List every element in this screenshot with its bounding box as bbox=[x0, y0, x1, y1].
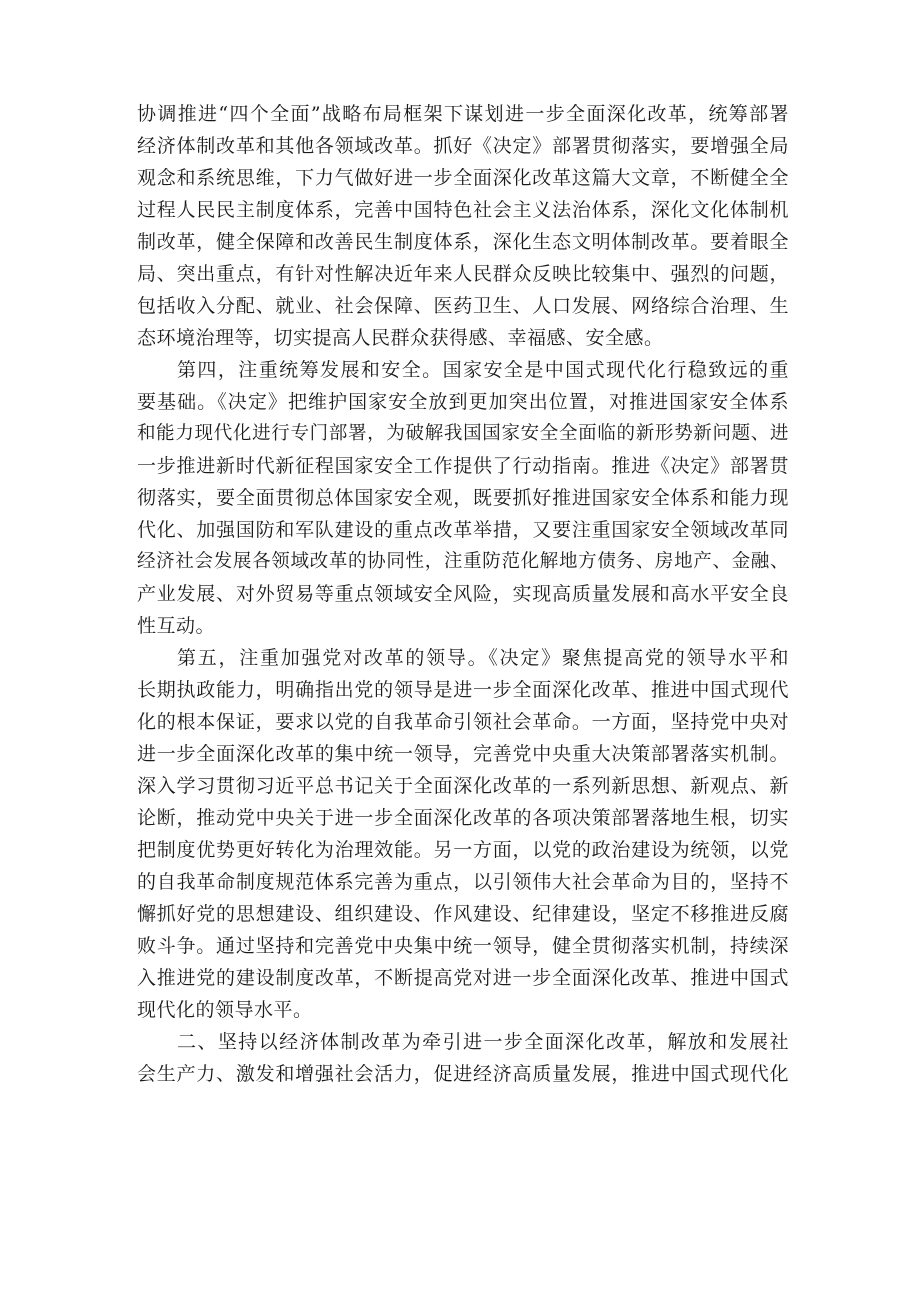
text-line: 第四，注重统筹发展和安全。国家安全是中国式现代化行稳致远的重 bbox=[177, 359, 789, 381]
text-line: 败斗争。通过坚持和完善党中央集中统一领导，健全贯彻落实机制，持续深 bbox=[137, 935, 789, 957]
paragraph-2 bbox=[137, 354, 789, 642]
text-line: 要基础。《决定》把维护国家安全放到更加突出位置，对推进国家安全体系 bbox=[137, 391, 789, 413]
text-line: 观念和系统思维，下力气做好进一步全面深化改革这篇大文章，不断健全全 bbox=[137, 167, 789, 189]
text-line: 把制度优势更好转化为治理效能。另一方面，以党的政治建设为统领，以党 bbox=[137, 839, 789, 861]
document-body bbox=[137, 98, 789, 1090]
paragraph-1 bbox=[137, 98, 789, 354]
text-line: 制改革，健全保障和改善民生制度体系，深化生态文明体制改革。要着眼全 bbox=[137, 231, 789, 253]
text-line: 经济社会发展各领域改革的协同性，注重防范化解地方债务、房地产、金融、 bbox=[137, 551, 789, 572]
text-line: 经济体制改革和其他各领域改革。抓好《决定》部署贯彻落实，要增强全局 bbox=[137, 135, 789, 157]
paragraph-4 bbox=[137, 1026, 789, 1090]
text-line: 深入学习贯彻习近平总书记关于全面深化改革的一系列新思想、新观点、新 bbox=[137, 775, 789, 797]
text-line: 过程人民民主制度体系，完善中国特色社会主义法治体系，深化文化体制机 bbox=[137, 199, 789, 221]
text-line: 局、突出重点，有针对性解决近年来人民群众反映比较集中、强烈的问题， bbox=[137, 263, 789, 285]
text-line: 入推进党的建设制度改革，不断提高党对进一步全面深化改革、推进中国式 bbox=[137, 967, 789, 989]
text-line: 懈抓好党的思想建设、组织建设、作风建设、纪律建设，坚定不移推进反腐 bbox=[137, 903, 789, 925]
text-line: 论断，推动党中央关于进一步全面深化改革的各项决策部署落地生根，切实 bbox=[137, 807, 789, 829]
text-line: 彻落实，要全面贯彻总体国家安全观，既要抓好推进国家安全体系和能力现 bbox=[137, 487, 789, 509]
text-line: 的自我革命制度规范体系完善为重点，以引领伟大社会革命为目的，坚持不 bbox=[137, 871, 789, 893]
text-line: 态环境治理等，切实提高人民群众获得感、幸福感、安全感。 bbox=[137, 327, 664, 349]
text-line: 二、坚持以经济体制改革为牵引进一步全面深化改革，解放和发展社 bbox=[177, 1031, 789, 1053]
text-line: 会生产力、激发和增强社会活力，促进经济高质量发展，推进中国式现代化 bbox=[137, 1063, 789, 1085]
text-line: 和能力现代化进行专门部署，为破解我国国家安全全面临的新形势新问题、进 bbox=[137, 423, 789, 444]
text-line: 现代化的领导水平。 bbox=[137, 999, 313, 1021]
text-line: 包括收入分配、就业、社会保障、医药卫生、人口发展、网络综合治理、生 bbox=[137, 295, 789, 317]
text-line: 代化、加强国防和军队建设的重点改革举措，又要注重国家安全领域改革同 bbox=[137, 519, 789, 541]
text-line: 长期执政能力，明确指出党的领导是进一步全面深化改革、推进中国式现代 bbox=[137, 679, 789, 701]
paragraph-3 bbox=[137, 642, 789, 1026]
text-line: 进一步全面深化改革的集中统一领导，完善党中央重大决策部署落实机制。 bbox=[137, 743, 789, 765]
text-line: 化的根本保证，要求以党的自我革命引领社会革命。一方面，坚持党中央对 bbox=[137, 711, 789, 733]
text-line: 协调推进“四个全面”战略布局框架下谋划进一步全面深化改革，统筹部署 bbox=[137, 103, 789, 125]
text-line: 性互动。 bbox=[137, 615, 216, 637]
text-line: 一步推进新时代新征程国家安全工作提供了行动指南。推进《决定》部署贯 bbox=[137, 455, 789, 477]
text-line: 第五，注重加强党对改革的领导。《决定》聚焦提高党的领导水平和 bbox=[177, 647, 789, 669]
text-line: 产业发展、对外贸易等重点领域安全风险，实现高质量发展和高水平安全良 bbox=[137, 583, 789, 605]
